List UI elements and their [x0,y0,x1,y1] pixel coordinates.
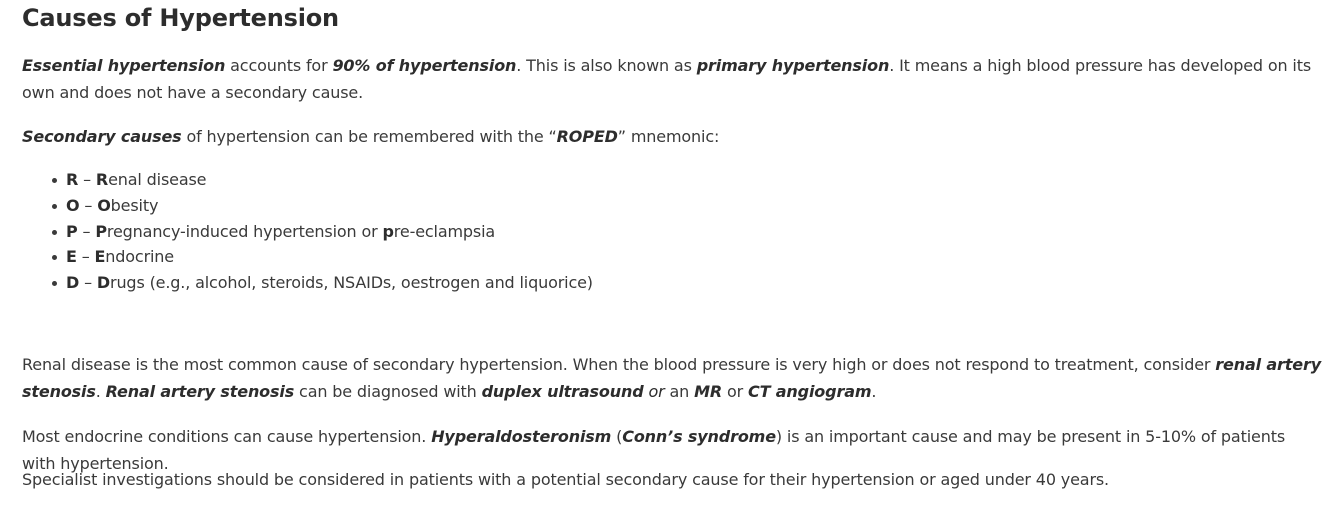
mnemonic-letter: E [66,247,77,267]
mnemonic-cap: O [97,195,111,215]
mnemonic-dash: – [78,170,96,189]
text-segment: . [871,382,877,401]
term-essential-hypertension: Essential hypertension [22,56,226,75]
text-segment: . It means a high blood pressure has developed on its own and does not have a secondary cause. [22,56,1312,102]
roped-mnemonic-list [52,167,593,296]
text-segment: an [664,382,695,401]
mnemonic-extra-bold: p [382,221,394,241]
text-segment: ” mnemonic: [617,127,720,146]
mnemonic-letter: O [66,195,80,215]
text-segment: . [95,382,106,401]
mnemonic-extra-rest: re-eclampsia [393,221,496,241]
text-segment: Renal disease is the most common cause of secondary hypertension. When the blood pressure is very high or does not respond to treatment, consider [22,355,1216,374]
text-segment: ) is an important cause and may be present in 5-10% of patients with hypertension. [22,427,1286,473]
mnemonic-dash: – [77,221,96,241]
text-segment: of hypertension can be remembered with the “ [181,127,557,146]
mnemonic-dash: – [76,247,95,267]
mnemonic-rest: ndocrine [105,247,174,267]
mnemonic-letter: D [66,273,80,292]
term-duplex-ultrasound: duplex ultrasound [481,382,644,401]
mnemonic-cap: P [95,221,107,241]
mnemonic-dash: – [79,195,98,215]
mnemonic-cap: D [96,273,111,292]
text-segment: or [722,382,748,401]
mnemonic-rest: rugs (e.g., alcohol, steroids, NSAIDs, oestrogen and liquorice) [110,273,593,292]
list-item [52,193,593,219]
text-segment: ( [611,427,623,446]
text-segment: Most endocrine conditions can cause hypertension. [22,427,432,446]
text-segment: accounts for [225,56,333,75]
term-secondary-causes: Secondary causes [22,127,182,146]
page-title: Causes of Hypertension [22,4,339,32]
mnemonic-rest: besity [110,195,159,215]
mnemonic-letter: P [66,221,78,241]
mnemonic-rest: enal disease [108,170,207,189]
paragraph-essential-hypertension [22,52,1322,106]
mnemonic-rest: regnancy-induced hypertension or [106,221,383,241]
term-roped: ROPED [556,127,618,146]
term-ct-angiogram: CT angiogram [748,382,872,401]
term-mr: MR [694,382,723,401]
text-segment: can be diagnosed with [294,382,482,401]
term-hyperaldosteronism: Hyperaldosteronism [431,427,612,446]
list-item [52,167,593,193]
paragraph-renal-disease [22,351,1322,405]
mnemonic-letter: R [66,170,79,189]
paragraph-specialist-investigations [22,466,1322,493]
list-item [52,219,593,245]
term-conns-syndrome: Conn’s syndrome [622,427,776,446]
term-90-percent: 90% of hypertension [332,56,517,75]
text-segment: . This is also known as [516,56,697,75]
term-primary-hypertension: primary hypertension [696,56,890,75]
text-segment: Specialist investigations should be considered in patients with a potential secondary cause for their hypertension or aged under 40 years. [22,470,1109,489]
term-renal-artery-stenosis-2: Renal artery stenosis [105,382,295,401]
mnemonic-dash: – [79,273,97,292]
paragraph-secondary-causes [22,123,1322,150]
mnemonic-cap: R [95,170,109,189]
text-segment-italic: or [643,382,665,401]
mnemonic-cap: E [94,247,106,267]
list-item [52,244,593,270]
term-renal-artery-stenosis: renal artery stenosis [22,355,1321,401]
list-item [52,270,593,296]
